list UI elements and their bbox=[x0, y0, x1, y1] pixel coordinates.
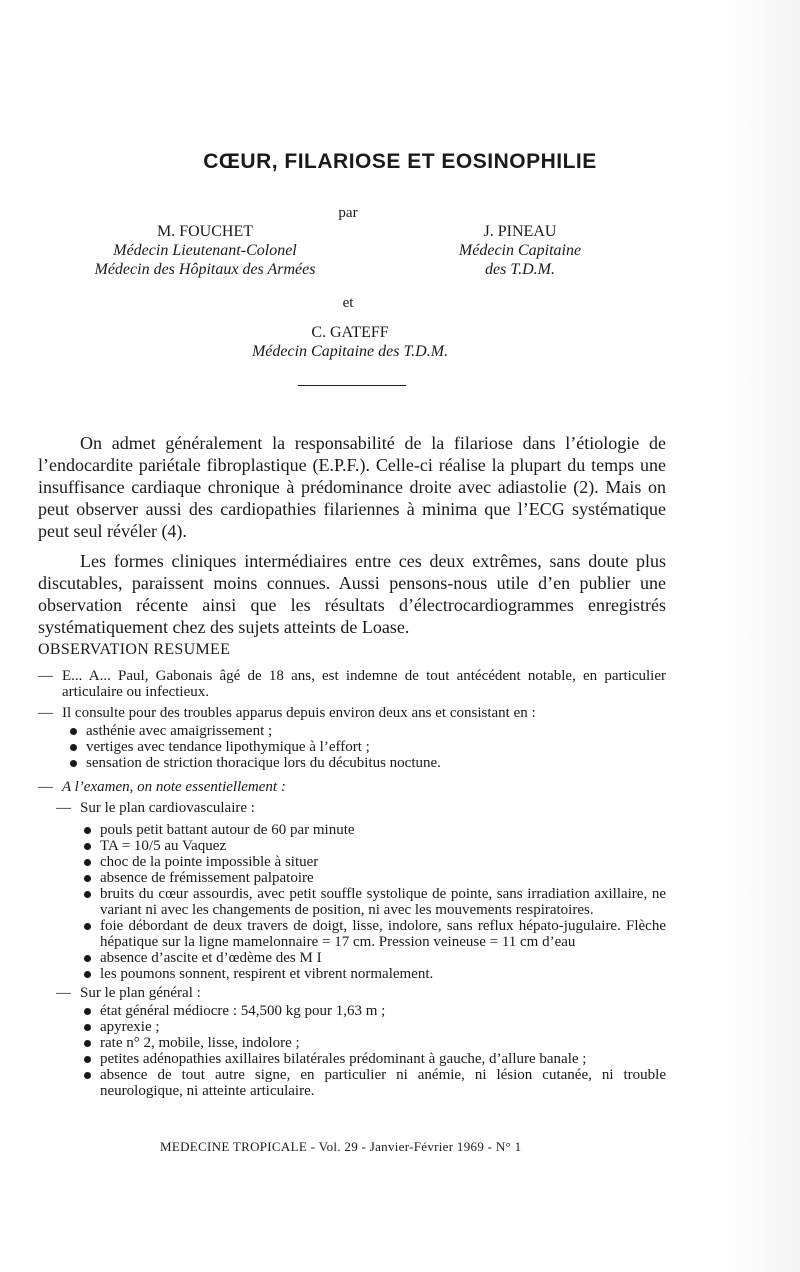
observation-item bbox=[38, 668, 666, 700]
author-role: Médecin Capitaine des T.D.M. bbox=[251, 343, 449, 360]
list-item: absence d’ascite et d’œdème des M I bbox=[100, 950, 666, 966]
et-label: et bbox=[342, 295, 354, 311]
par-label: par bbox=[338, 205, 358, 221]
general-section bbox=[38, 985, 666, 1001]
list-item: pouls petit battant autour de 60 par minute bbox=[100, 822, 666, 838]
dash-marker: — bbox=[56, 985, 71, 1001]
author-role: Médecin Lieutenant-Colonel bbox=[113, 242, 297, 259]
author-name: J. PINEAU bbox=[483, 223, 557, 240]
list-item: rate n° 2, mobile, lisse, indolore ; bbox=[100, 1035, 666, 1051]
bullet-icon bbox=[84, 955, 91, 962]
observation-item bbox=[38, 705, 666, 771]
list-item: apyrexie ; bbox=[100, 1019, 666, 1035]
bullet-icon bbox=[84, 1024, 91, 1031]
observation-text: Il consulte pour des troubles apparus depuis environ deux ans et consistant en : bbox=[62, 705, 536, 721]
observation-section bbox=[38, 668, 666, 1101]
bullet-icon bbox=[84, 843, 91, 850]
observation-text: A l’examen, on note essentiellement : bbox=[62, 779, 286, 795]
bullet-icon bbox=[84, 1056, 91, 1063]
symptom-list bbox=[62, 723, 666, 771]
author-role: des T.D.M. bbox=[485, 261, 555, 278]
list-item: TA = 10/5 au Vaquez bbox=[100, 838, 666, 854]
dash-marker: — bbox=[38, 668, 53, 684]
bullet-icon bbox=[84, 859, 91, 866]
author-name: M. FOUCHET bbox=[156, 223, 253, 240]
bullet-icon bbox=[84, 1072, 91, 1079]
list-item: absence de frémissement palpatoire bbox=[100, 870, 666, 886]
bullet-icon bbox=[70, 760, 77, 767]
intro-paragraph: On admet généralement la responsabilité de la filariose dans l’étiologie de l’endocardite pariétale fibroplastique (E.P.F.). Celle-ci réalise la plupart du temps une insuffisance cardiaque chronique à prédominance droite avec adiastolie (2). Mais on peut observer aussi des cardiopathies filariennes à minima que l’ECG systématique peut seul révéler (4). bbox=[38, 433, 666, 541]
cardio-section bbox=[38, 800, 666, 816]
intro-paragraph: Les formes cliniques intermédiaires entre ces deux extrêmes, sans doute plus discutables, paraissent moins connues. Aussi pensons-nous utile d’en publier une observation récente ainsi que les résultats d’électrocardiogrammes enregistrés systématiquement chez des sujets atteints de Loase. bbox=[38, 551, 666, 637]
list-item: vertiges avec tendance lipothymique à l’effort ; bbox=[86, 739, 666, 755]
bullet-icon bbox=[84, 827, 91, 834]
bullet-icon bbox=[70, 728, 77, 735]
article-title: CŒUR, FILARIOSE ET EOSINOPHILIE bbox=[203, 150, 597, 173]
list-item: choc de la pointe impossible à situer bbox=[100, 854, 666, 870]
list-item: état général médiocre : 54,500 kg pour 1,63 m ; bbox=[100, 1003, 666, 1019]
observation-item bbox=[38, 779, 666, 795]
dash-marker: — bbox=[38, 779, 53, 795]
journal-footer: MEDECINE TROPICALE - Vol. 29 - Janvier-Février 1969 - N° 1 bbox=[160, 1139, 522, 1154]
bullet-icon bbox=[84, 923, 91, 930]
author-pineau bbox=[430, 222, 610, 279]
author-fouchet bbox=[60, 222, 350, 279]
list-item: bruits du cœur assourdis, avec petit souffle systolique de pointe, sans irradiation axillaire, ne variant ni avec les changements de position, ni avec les mouvements respiratoires. bbox=[100, 886, 666, 918]
dash-marker: — bbox=[38, 705, 53, 721]
observation-text: E... A... Paul, Gabonais âgé de 18 ans, est indemne de tout antécédent notable, en particulier articulaire ou infectieux. bbox=[62, 668, 666, 700]
bullet-icon bbox=[84, 875, 91, 882]
list-item: absence de tout autre signe, en particulier ni anémie, ni lésion cutanée, ni trouble neurologique, ni atteinte articulaire. bbox=[100, 1067, 666, 1099]
subsection-label: Sur le plan général : bbox=[80, 985, 201, 1001]
list-item: les poumons sonnent, respirent et vibrent normalement. bbox=[100, 966, 666, 982]
bullet-icon bbox=[84, 891, 91, 898]
general-list bbox=[38, 1003, 666, 1099]
bullet-icon bbox=[70, 744, 77, 751]
title-divider bbox=[298, 385, 406, 386]
list-item: sensation de striction thoracique lors du décubitus noctune. bbox=[86, 755, 666, 771]
author-role: Médecin Capitaine bbox=[458, 242, 582, 259]
bullet-icon bbox=[84, 971, 91, 978]
bullet-icon bbox=[84, 1040, 91, 1047]
intro-text bbox=[38, 432, 666, 638]
bullet-icon bbox=[84, 1008, 91, 1015]
list-item: foie débordant de deux travers de doigt, lisse, indolore, sans reflux hépato-jugulaire. Flèche hépatique sur la ligne mamelonnaire = 17 cm. Pression veineuse = 11 cm d’eau bbox=[100, 918, 666, 950]
list-item: petites adénopathies axillaires bilatérales prédominant à gauche, d’allure banale ; bbox=[100, 1051, 666, 1067]
author-role: Médecin des Hôpitaux des Armées bbox=[94, 261, 316, 278]
author-name: C. GATEFF bbox=[311, 324, 389, 341]
cardio-list bbox=[38, 822, 666, 982]
list-item: asthénie avec amaigrissement ; bbox=[86, 723, 666, 739]
dash-marker: — bbox=[56, 800, 71, 816]
section-heading: OBSERVATION RESUMEE bbox=[38, 641, 231, 658]
author-gateff bbox=[215, 323, 485, 361]
subsection-label: Sur le plan cardiovasculaire : bbox=[80, 800, 255, 816]
